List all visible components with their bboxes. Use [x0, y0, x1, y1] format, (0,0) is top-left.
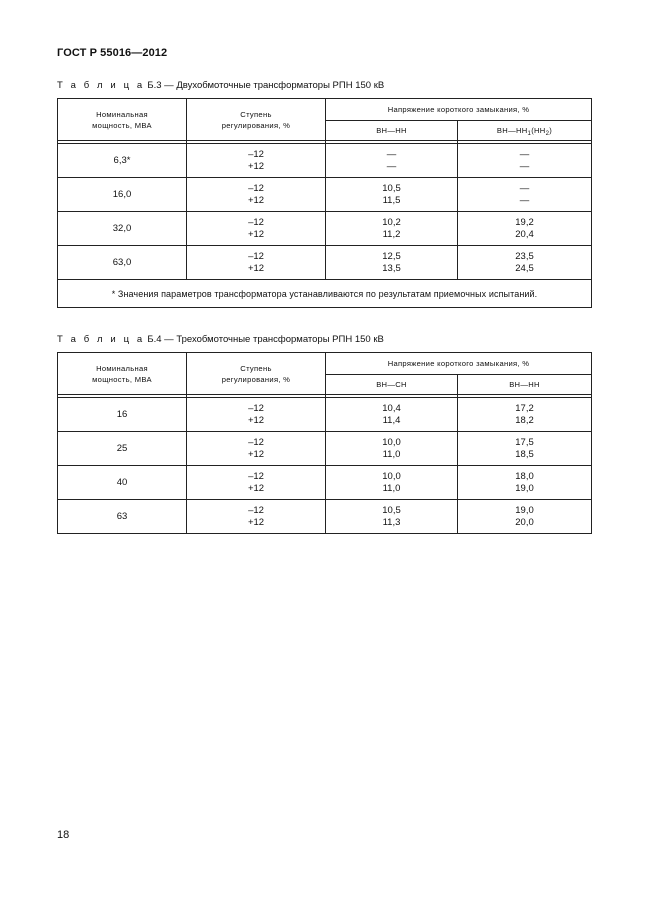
- table-b4-caption-prefix: Т а б л и ц а: [57, 334, 145, 345]
- table-b3-caption-prefix: Т а б л и ц а: [57, 80, 145, 91]
- table-b3-header-sub1: ВН—НН: [326, 121, 458, 141]
- table-b3: [57, 98, 592, 308]
- voltage-a-cell: 10,2 11,2: [326, 212, 458, 246]
- voltage-a-cell: 10,0 11,0: [326, 466, 458, 500]
- step-cell: –12 +12: [187, 500, 326, 534]
- voltage-b-cell: 18,0 19,0: [458, 466, 592, 500]
- step-cell: –12 +12: [187, 246, 326, 280]
- power-cell: 6,3*: [58, 144, 187, 178]
- table-b4-header-sub2: ВН—НН: [458, 375, 592, 395]
- table-b3-header-power: Номинальная мощность, МВА: [58, 99, 187, 141]
- power-cell: 40: [58, 466, 187, 500]
- step-cell: –12 +12: [187, 144, 326, 178]
- power-cell: 63: [58, 500, 187, 534]
- power-cell: 63,0: [58, 246, 187, 280]
- table-b3-footnote: * Значения параметров трансформатора устанавливаются по результатам приемочных испытаний.: [58, 280, 592, 308]
- table-b4-caption-text: Б.4 — Трехобмоточные трансформаторы РПН 150 кВ: [144, 334, 384, 345]
- table-b4-header-step: Ступень регулирования, %: [187, 353, 326, 395]
- step-cell: –12 +12: [187, 212, 326, 246]
- step-cell: –12 +12: [187, 398, 326, 432]
- step-cell: –12 +12: [187, 178, 326, 212]
- power-cell: 16,0: [58, 178, 187, 212]
- table-b4-caption: [57, 334, 384, 345]
- table-b4-header-voltage: Напряжение короткого замыкания, %: [326, 353, 592, 375]
- table-row: [58, 432, 592, 466]
- page-number: 18: [57, 829, 70, 841]
- step-cell: –12 +12: [187, 466, 326, 500]
- document-header: ГОСТ Р 55016—2012: [57, 47, 168, 59]
- power-cell: 32,0: [58, 212, 187, 246]
- voltage-a-cell: — —: [326, 144, 458, 178]
- table-b3-header-voltage: Напряжение короткого замыкания, %: [326, 99, 592, 121]
- table-b4-header-sub1: ВН—СН: [326, 375, 458, 395]
- table-row: [58, 144, 592, 178]
- table-row: [58, 178, 592, 212]
- table-b4-header-power: Номинальная мощность, МВА: [58, 353, 187, 395]
- power-cell: 25: [58, 432, 187, 466]
- voltage-a-cell: 10,5 11,3: [326, 500, 458, 534]
- table-row: [58, 246, 592, 280]
- voltage-b-cell: 17,5 18,5: [458, 432, 592, 466]
- voltage-b-cell: 23,5 24,5: [458, 246, 592, 280]
- voltage-a-cell: 10,4 11,4: [326, 398, 458, 432]
- voltage-b-cell: 17,2 18,2: [458, 398, 592, 432]
- table-row: [58, 212, 592, 246]
- table-row: [58, 500, 592, 534]
- table-b3-caption-text: Б.3 — Двухобмоточные трансформаторы РПН 150 кВ: [144, 80, 385, 91]
- table-b3-caption: [57, 80, 384, 91]
- power-cell: 16: [58, 398, 187, 432]
- step-cell: –12 +12: [187, 432, 326, 466]
- voltage-a-cell: 12,5 13,5: [326, 246, 458, 280]
- table-b4: [57, 352, 592, 534]
- voltage-b-cell: — —: [458, 178, 592, 212]
- table-b3-header-sub2: $ВН—НН_1(НН_2)$: [458, 121, 592, 141]
- table-row: [58, 398, 592, 432]
- table-row: [58, 466, 592, 500]
- voltage-b-cell: 19,2 20,4: [458, 212, 592, 246]
- voltage-b-cell: 19,0 20,0: [458, 500, 592, 534]
- voltage-b-cell: — —: [458, 144, 592, 178]
- voltage-a-cell: 10,5 11,5: [326, 178, 458, 212]
- voltage-a-cell: 10,0 11,0: [326, 432, 458, 466]
- table-b3-header-step: Ступень регулирования, %: [187, 99, 326, 141]
